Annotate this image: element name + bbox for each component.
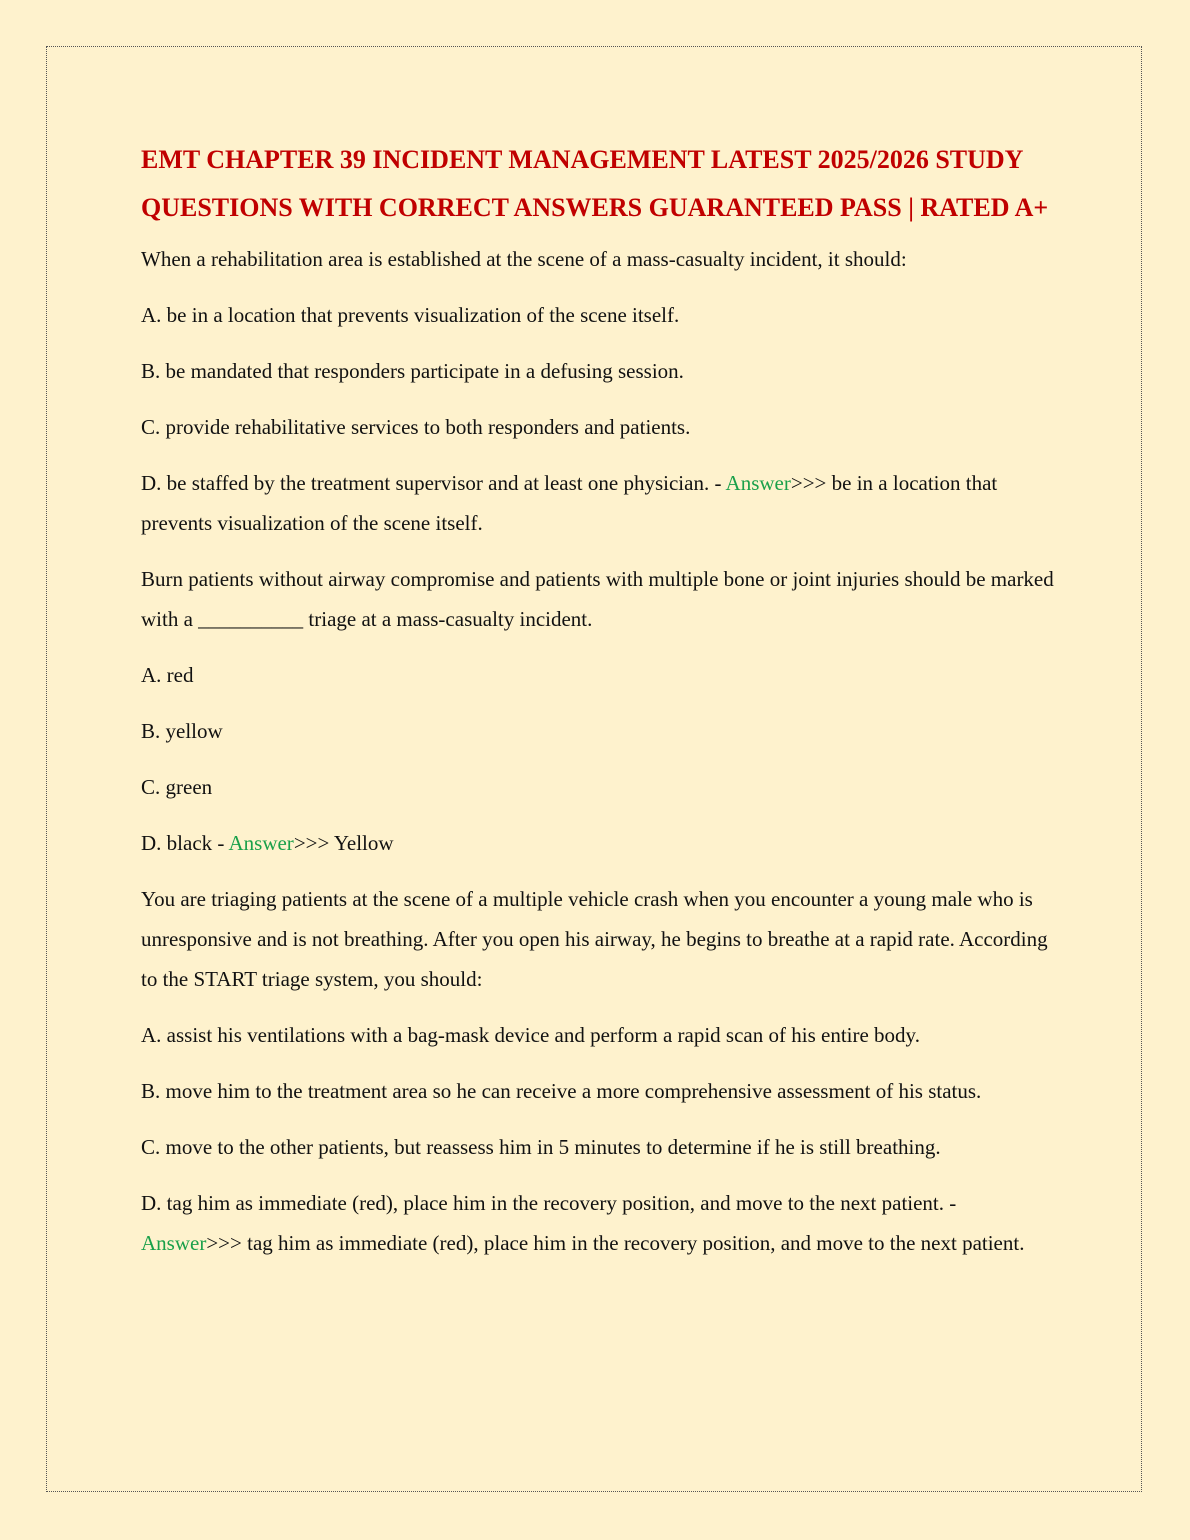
answer-marker: >>>	[206, 1231, 248, 1255]
question-3-stem: You are triaging patients at the scene of a multiple vehicle crash when you encounter a young male who is unresponsive and is not breathing. After you open his airway, he begins to breathe at a rapid rate. According to the START triage system, you should:	[141, 887, 1048, 991]
question-3-option-d-with-answer	[141, 1183, 1061, 1263]
question-2-answer: Yellow	[333, 831, 394, 855]
question-3-answer: tag him as immediate (red), place him in the recovery position, and move to the next patient.	[247, 1231, 1025, 1255]
question-1-option-d: D. be staffed by the treatment supervisor and at least one physician. -	[141, 471, 726, 495]
question-2-option-d-with-answer	[141, 823, 1061, 863]
question-2-option-c: C. green	[141, 775, 213, 799]
question-1-option-a: A. be in a location that prevents visualization of the scene itself.	[141, 303, 680, 327]
question-2-option-d: D. black -	[141, 831, 229, 855]
question-1-option-b: B. be mandated that responders participate in a defusing session.	[141, 359, 684, 383]
answer-marker: >>>	[790, 471, 832, 495]
answer-label: Answer	[725, 471, 791, 495]
answer-label: Answer	[228, 831, 294, 855]
question-3-option-b: B. move him to the treatment area so he can receive a more comprehensive assessment of his status.	[141, 1079, 982, 1103]
question-3-option-d: D. tag him as immediate (red), place him in the recovery position, and move to the next patient. -	[141, 1191, 957, 1215]
question-2-stem: Burn patients without airway compromise and patients with multiple bone or joint injuries should be marked with a __________ triage at a mass-casualty incident.	[141, 567, 1054, 631]
question-1-stem: When a rehabilitation area is established at the scene of a mass-casualty incident, it should:	[141, 247, 907, 271]
question-2-option-a: A. red	[141, 663, 194, 687]
question-3-option-c: C. move to the other patients, but reassess him in 5 minutes to determine if he is still breathing.	[141, 1135, 941, 1159]
question-1-option-c: C. provide rehabilitative services to both responders and patients.	[141, 415, 691, 439]
answer-marker: >>>	[293, 831, 334, 855]
question-3-option-a: A. assist his ventilations with a bag-mask device and perform a rapid scan of his entire body.	[141, 1023, 920, 1047]
question-2-option-b: B. yellow	[141, 719, 223, 743]
question-1-answer: be in a location that prevents visualization of the scene itself.	[141, 471, 998, 535]
document-title: EMT CHAPTER 39 INCIDENT MANAGEMENT LATEST 2025/2026 STUDY QUESTIONS WITH CORRECT ANSWERS GUARANTEED PASS | RATED A+	[141, 145, 1049, 222]
question-1-option-d-with-answer	[141, 463, 1061, 543]
document-body	[141, 136, 1061, 1279]
answer-label: Answer	[141, 1231, 207, 1255]
